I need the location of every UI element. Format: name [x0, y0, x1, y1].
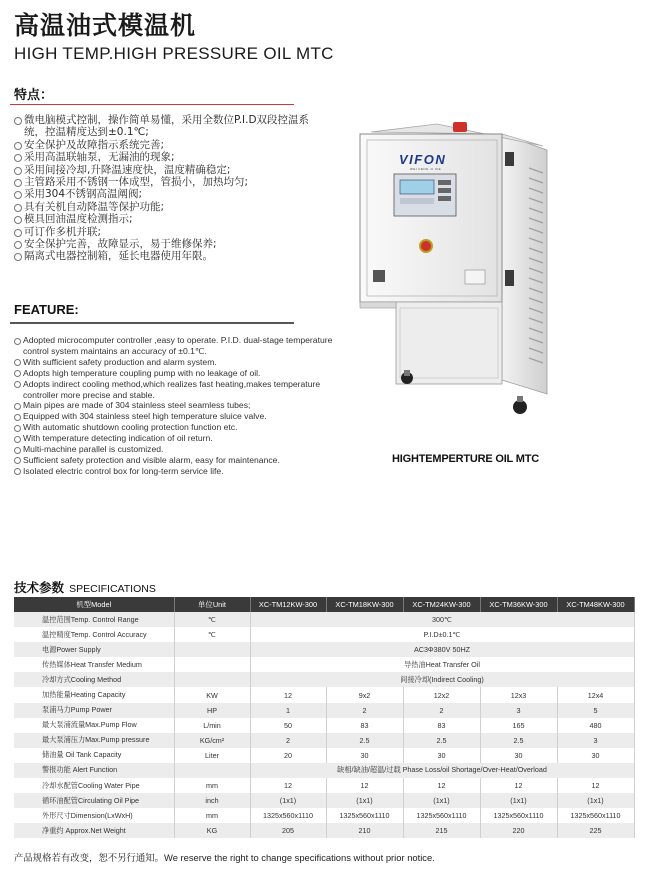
table-row [14, 823, 634, 838]
spec-label-cell: 冷却水配管Cooling Water Pipe [14, 778, 174, 793]
table-row [14, 763, 634, 778]
spec-label-cell: 泵浦马力Pump Power [14, 703, 174, 718]
spec-value-cell: 220 [480, 823, 557, 838]
spec-value-cell: 30 [557, 748, 634, 763]
features-en-rule [10, 322, 294, 324]
feature-cn-item: 安全保护完善，故障显示，易于维修保养; [14, 238, 314, 250]
spec-label-cell: 储油量 Oil Tank Capacity [14, 748, 174, 763]
feature-cn-item: 可订作多机并联; [14, 226, 314, 238]
brand-logo: VIFON [399, 152, 447, 167]
spec-value-cell: 215 [403, 823, 480, 838]
feature-cn-item: 采用间接冷却,升降温速度快，温度精确稳定; [14, 164, 314, 176]
table-row [14, 718, 634, 733]
spec-value-cell: 12 [557, 778, 634, 793]
spec-value-cell: 12x4 [557, 687, 634, 702]
table-row [14, 642, 634, 657]
spec-value-cell: 5 [557, 703, 634, 718]
spec-value-cell: 20 [250, 748, 326, 763]
features-cn-heading: 特点： [14, 88, 54, 103]
spec-value-cell: (1x1) [326, 793, 403, 808]
specs-heading [14, 577, 156, 596]
spec-value-cell: KG/cm² [174, 733, 250, 748]
spec-value-cell [174, 672, 250, 687]
spec-value-cell: 12 [480, 778, 557, 793]
spec-value-cell: 2 [403, 703, 480, 718]
spec-value-cell: (1x1) [403, 793, 480, 808]
feature-cn-item: 微电脑模式控制，操作简单易懂，采用全数位P.I.D双段控温系统，控温精度达到±0.1℃; [14, 114, 314, 139]
spec-value-cell: 50 [250, 718, 326, 733]
page-title-cn: 高温油式模温机 [14, 11, 197, 40]
spec-value-cell: 9x2 [326, 687, 403, 702]
table-row [14, 627, 634, 642]
feature-en-item: Equipped with 304 stainless steel high temperature sluice valve. [14, 411, 334, 422]
spec-value-cell: inch [174, 793, 250, 808]
spec-value-cell: 1325x560x1110 [480, 808, 557, 823]
spec-value-cell: 1325x560x1110 [557, 808, 634, 823]
feature-en-item: Main pipes are made of 304 stainless steel seamless tubes; [14, 400, 334, 411]
specs-heading-cn: 技术参数 [14, 580, 65, 595]
footnote-en: We reserve the right to change specifications without prior notice. [164, 852, 435, 863]
spec-value-cell: 83 [403, 718, 480, 733]
spec-label-cell: 电源Power Supply [14, 642, 174, 657]
spec-value-cell: 1325x560x1110 [403, 808, 480, 823]
feature-cn-item: 隔离式电器控制箱，延长电器使用年限。 [14, 250, 314, 262]
spec-value-cell: 缺相/缺油/超温/过载 Phase Loss/oil Shortage/Over-Heat/Overload [250, 763, 634, 778]
spec-value-cell: 225 [557, 823, 634, 838]
spec-value-cell: Liter [174, 748, 250, 763]
feature-cn-item: 具有关机自动降温等保护功能; [14, 201, 314, 213]
spec-value-cell: AC3Φ380V 50HZ [250, 642, 634, 657]
footnote [14, 850, 435, 864]
feature-en-item: Adopts high temperature coupling pump with no leakage of oil. [14, 368, 334, 379]
feature-cn-item: 模具回油温度检测指示; [14, 213, 314, 225]
spec-value-cell: 12 [403, 778, 480, 793]
spec-value-cell: mm [174, 808, 250, 823]
spec-value-cell: 30 [326, 748, 403, 763]
specs-header-row [14, 597, 634, 612]
table-row [14, 703, 634, 718]
table-row [14, 672, 634, 687]
spec-label-cell: 警报功能 Alert Function [14, 763, 174, 778]
spec-value-cell: 12 [250, 778, 326, 793]
spec-label-cell: 温控范围Temp. Control Range [14, 612, 174, 627]
page-title-en: HIGH TEMP.HIGH PRESSURE OIL MTC [14, 44, 334, 63]
spec-value-cell: 12 [250, 687, 326, 702]
footnote-cn: 产品规格若有改变，恕不另行通知。 [14, 853, 165, 864]
table-row [14, 748, 634, 763]
spec-value-cell: 2 [326, 703, 403, 718]
spec-value-cell: 30 [480, 748, 557, 763]
features-cn-rule [10, 104, 294, 105]
spec-value-cell: 3 [557, 733, 634, 748]
specs-column-header: XC-TM36KW-300 [480, 597, 557, 612]
spec-label-cell: 循环油配管Circulating Oil Pipe [14, 793, 174, 808]
spec-value-cell: mm [174, 778, 250, 793]
spec-label-cell: 外形尺寸Dimension(LxWxH) [14, 808, 174, 823]
feature-cn-item: 采用304不锈钢高温阐阀; [14, 188, 314, 200]
features-en-heading: FEATURE: [14, 302, 79, 317]
features-cn-list [14, 114, 314, 263]
spec-label-cell: 最大泵浦流量Max.Pump Flow [14, 718, 174, 733]
specs-column-header: 单位Unit [174, 597, 250, 612]
spec-label-cell: 冷却方式Cooling Method [14, 672, 174, 687]
spec-value-cell: 1325x560x1110 [326, 808, 403, 823]
spec-value-cell [174, 763, 250, 778]
spec-label-cell: 温控精度Temp. Control Accuracy [14, 627, 174, 642]
features-en-list [14, 335, 334, 477]
spec-label-cell: 加热能量Heating Capacity [14, 687, 174, 702]
spec-value-cell: 165 [480, 718, 557, 733]
specs-column-header: XC-TM12KW-300 [250, 597, 326, 612]
spec-value-cell: 300℃ [250, 612, 634, 627]
spec-value-cell: 2 [250, 733, 326, 748]
spec-value-cell: 2.5 [403, 733, 480, 748]
feature-en-item: With sufficient safety production and alarm system. [14, 357, 334, 368]
spec-value-cell: P.I.D±0.1℃ [250, 627, 634, 642]
spec-value-cell: (1x1) [250, 793, 326, 808]
spec-value-cell: (1x1) [480, 793, 557, 808]
spec-value-cell: 1325x560x1110 [250, 808, 326, 823]
spec-value-cell: (1x1) [557, 793, 634, 808]
spec-value-cell [174, 642, 250, 657]
table-row [14, 733, 634, 748]
spec-value-cell: KG [174, 823, 250, 838]
spec-label-cell: 净重约 Approx.Net Weight [14, 823, 174, 838]
spec-value-cell: 12x2 [403, 687, 480, 702]
feature-en-item: With automatic shutdown cooling protection function etc. [14, 422, 334, 433]
spec-value-cell: 480 [557, 718, 634, 733]
spec-value-cell: 205 [250, 823, 326, 838]
feature-en-item: Adopted microcomputer controller ,easy to operate. P.I.D. dual-stage temperature control system maintains an accuracy of ±0.1℃. [14, 335, 334, 357]
table-row [14, 612, 634, 627]
table-row [14, 778, 634, 793]
table-row [14, 687, 634, 702]
table-row [14, 808, 634, 823]
table-row [14, 793, 634, 808]
spec-value-cell: 12x3 [480, 687, 557, 702]
specs-table [14, 597, 635, 838]
spec-value-cell: 2.5 [326, 733, 403, 748]
spec-value-cell: 83 [326, 718, 403, 733]
feature-en-item: Isolated electric control box for long-term service life. [14, 466, 334, 477]
feature-en-item: Multi-machine parallel is customized. [14, 444, 334, 455]
specs-heading-en: SPECIFICATIONS [69, 583, 156, 595]
spec-value-cell: 30 [403, 748, 480, 763]
specs-column-header: XC-TM24KW-300 [403, 597, 480, 612]
feature-cn-item: 采用高温联轴泵，无漏油的现象; [14, 151, 314, 163]
table-row [14, 657, 634, 672]
product-image [355, 120, 550, 420]
specs-column-header: XC-TM48KW-300 [557, 597, 634, 612]
feature-cn-item: 主管路采用不锈钢一体成型，管损小，加热均匀; [14, 176, 314, 188]
product-caption: HIGHTEMPERTURE OIL MTC [392, 453, 539, 465]
spec-value-cell: 1 [250, 703, 326, 718]
spec-value-cell: KW [174, 687, 250, 702]
spec-value-cell: ℃ [174, 612, 250, 627]
feature-en-item: With temperature detecting indication of oil return. [14, 433, 334, 444]
spec-value-cell: 间接冷却(Indirect Cooling) [250, 672, 634, 687]
spec-label-cell: 最大泵浦压力Max.Pump pressure [14, 733, 174, 748]
feature-en-item: Sufficient safety protection and visible alarm, easy for maintenance. [14, 455, 334, 466]
brand-subtitle: WEI FENG JI XIE [410, 167, 442, 171]
spec-value-cell: 210 [326, 823, 403, 838]
specs-column-header: XC-TM18KW-300 [326, 597, 403, 612]
spec-value-cell: 12 [326, 778, 403, 793]
spec-value-cell: HP [174, 703, 250, 718]
feature-cn-item: 安全保护及故障指示系统完善; [14, 139, 314, 151]
spec-value-cell: 2.5 [480, 733, 557, 748]
spec-value-cell: L/min [174, 718, 250, 733]
spec-value-cell: ℃ [174, 627, 250, 642]
feature-en-item: Adopts indirect cooling method,which realizes fast heating,makes temperature controller more precise and stable. [14, 379, 334, 401]
spec-value-cell: 导热油Heat Transfer Oil [250, 657, 634, 672]
specs-body [14, 612, 634, 838]
spec-value-cell [174, 657, 250, 672]
spec-value-cell: 3 [480, 703, 557, 718]
spec-label-cell: 传热媒体Heat Transfer Medium [14, 657, 174, 672]
specs-column-header: 机型Model [14, 597, 174, 612]
